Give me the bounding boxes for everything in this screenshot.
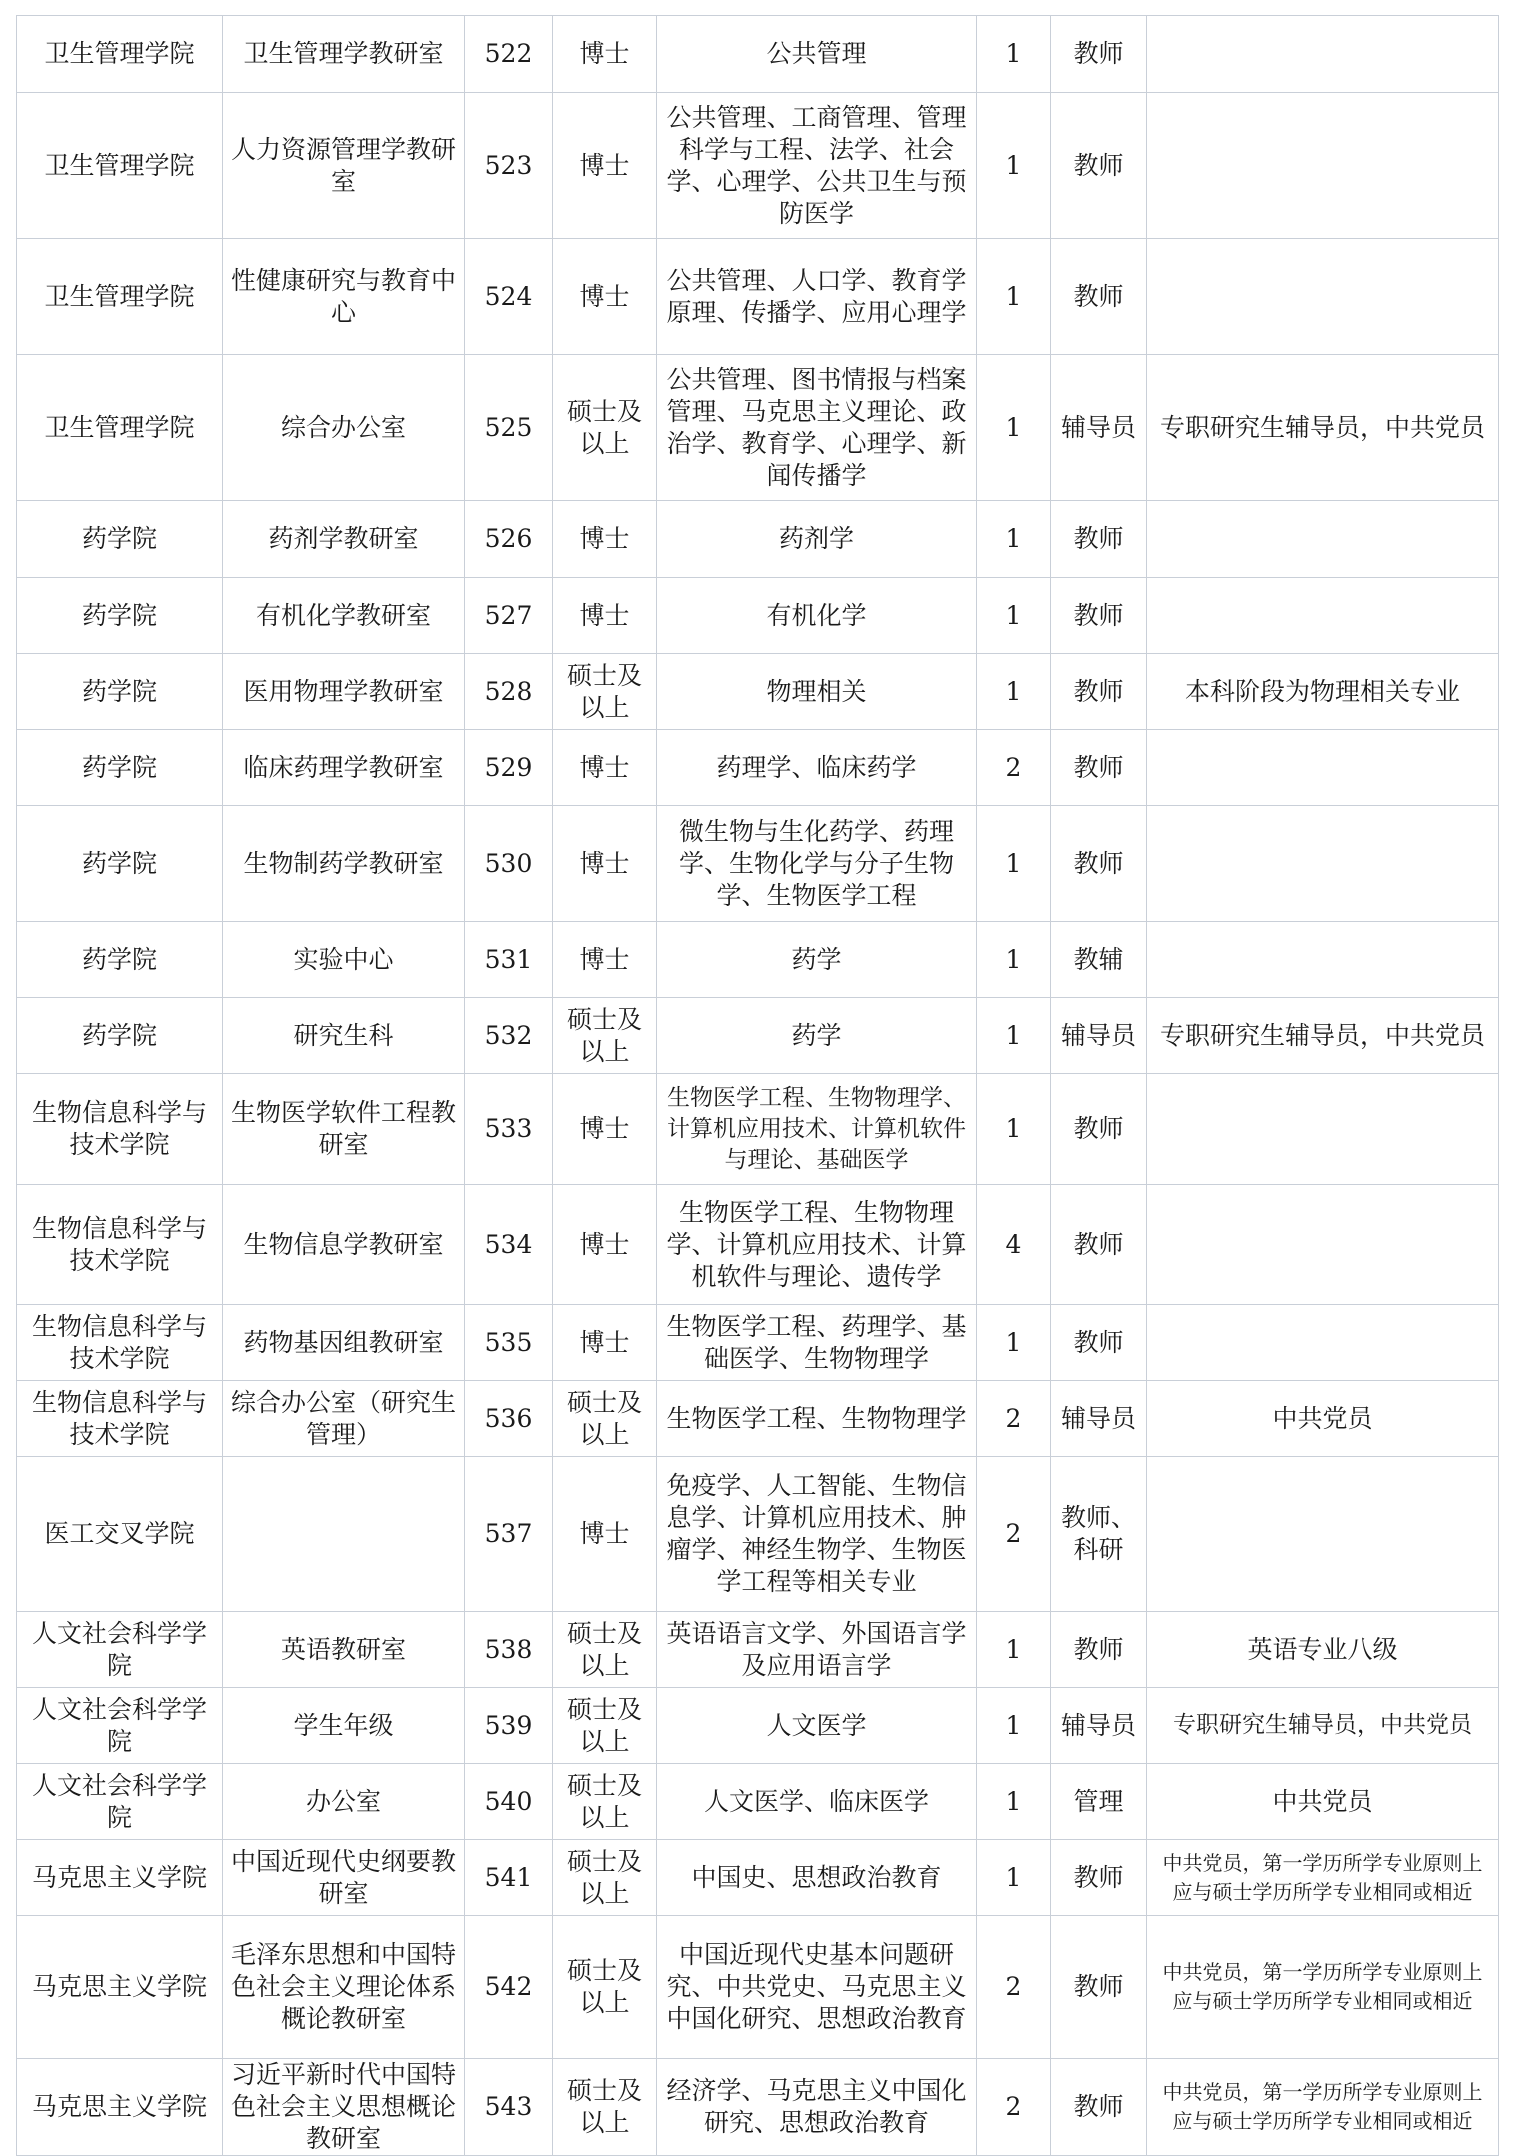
table-row: [17, 1074, 1499, 1185]
college-cell: 马克思主义学院: [17, 1840, 223, 1916]
notes-cell: 本科阶段为物理相关专业: [1147, 654, 1499, 730]
position-category-cell: 辅导员: [1051, 355, 1147, 501]
table-row: [17, 1764, 1499, 1840]
headcount-cell: 1: [977, 654, 1051, 730]
major-cell: 药剂学: [657, 501, 977, 578]
department-cell: 医用物理学教研室: [223, 654, 465, 730]
position-code-cell: 537: [465, 1457, 553, 1612]
degree-cell: 博士: [553, 1305, 657, 1381]
headcount-cell: 1: [977, 578, 1051, 654]
degree-cell: 博士: [553, 1185, 657, 1305]
notes-cell: [1147, 1185, 1499, 1305]
table-row: [17, 1457, 1499, 1612]
major-cell: 生物医学工程、生物物理学、计算机应用技术、计算机软件与理论、基础医学: [657, 1074, 977, 1185]
position-category-cell: 辅导员: [1051, 1688, 1147, 1764]
department-cell: 药物基因组教研室: [223, 1305, 465, 1381]
headcount-cell: 2: [977, 730, 1051, 806]
major-cell: 生物医学工程、生物物理学、计算机应用技术、计算机软件与理论、遗传学: [657, 1185, 977, 1305]
notes-cell: [1147, 730, 1499, 806]
table-row: [17, 806, 1499, 922]
major-cell: 公共管理、图书情报与档案管理、马克思主义理论、政治学、教育学、心理学、新闻传播学: [657, 355, 977, 501]
position-category-cell: 教师: [1051, 1305, 1147, 1381]
degree-cell: 博士: [553, 806, 657, 922]
position-code-cell: 530: [465, 806, 553, 922]
notes-cell: 专职研究生辅导员，中共党员: [1147, 1688, 1499, 1764]
headcount-cell: 1: [977, 1764, 1051, 1840]
college-cell: 药学院: [17, 501, 223, 578]
college-cell: 生物信息科学与技术学院: [17, 1381, 223, 1457]
notes-cell: [1147, 501, 1499, 578]
college-cell: 马克思主义学院: [17, 1916, 223, 2059]
position-code-cell: 539: [465, 1688, 553, 1764]
degree-cell: 博士: [553, 730, 657, 806]
department-cell: 卫生管理学教研室: [223, 16, 465, 93]
headcount-cell: 1: [977, 501, 1051, 578]
headcount-cell: 1: [977, 239, 1051, 355]
college-cell: 药学院: [17, 730, 223, 806]
table-row: [17, 93, 1499, 239]
position-category-cell: 教师: [1051, 2059, 1147, 2156]
department-cell: 生物信息学教研室: [223, 1185, 465, 1305]
notes-cell: 中共党员，第一学历所学专业原则上应与硕士学历所学专业相同或相近: [1147, 1840, 1499, 1916]
position-code-cell: 542: [465, 1916, 553, 2059]
notes-cell: [1147, 93, 1499, 239]
major-cell: 公共管理、工商管理、管理科学与工程、法学、社会学、心理学、公共卫生与预防医学: [657, 93, 977, 239]
notes-cell: [1147, 922, 1499, 998]
notes-cell: 英语专业八级: [1147, 1612, 1499, 1688]
headcount-cell: 2: [977, 2059, 1051, 2156]
position-category-cell: 教师: [1051, 239, 1147, 355]
department-cell: 综合办公室（研究生管理）: [223, 1381, 465, 1457]
position-code-cell: 541: [465, 1840, 553, 1916]
major-cell: 英语语言文学、外国语言学及应用语言学: [657, 1612, 977, 1688]
department-cell: 毛泽东思想和中国特色社会主义理论体系概论教研室: [223, 1916, 465, 2059]
headcount-cell: 1: [977, 93, 1051, 239]
major-cell: 药理学、临床药学: [657, 730, 977, 806]
major-cell: 公共管理、人口学、教育学原理、传播学、应用心理学: [657, 239, 977, 355]
department-cell: 临床药理学教研室: [223, 730, 465, 806]
position-code-cell: 527: [465, 578, 553, 654]
notes-cell: [1147, 1457, 1499, 1612]
degree-cell: 硕士及以上: [553, 1612, 657, 1688]
notes-cell: [1147, 16, 1499, 93]
position-code-cell: 526: [465, 501, 553, 578]
department-cell: 办公室: [223, 1764, 465, 1840]
notes-cell: [1147, 239, 1499, 355]
department-cell: 学生年级: [223, 1688, 465, 1764]
position-code-cell: 528: [465, 654, 553, 730]
major-cell: 生物医学工程、药理学、基础医学、生物物理学: [657, 1305, 977, 1381]
notes-cell: 专职研究生辅导员，中共党员: [1147, 998, 1499, 1074]
position-code-cell: 523: [465, 93, 553, 239]
table-row: [17, 1185, 1499, 1305]
college-cell: 药学院: [17, 578, 223, 654]
degree-cell: 硕士及以上: [553, 654, 657, 730]
headcount-cell: 1: [977, 1305, 1051, 1381]
college-cell: 生物信息科学与技术学院: [17, 1185, 223, 1305]
position-code-cell: 531: [465, 922, 553, 998]
headcount-cell: 2: [977, 1381, 1051, 1457]
position-code-cell: 536: [465, 1381, 553, 1457]
table-row: [17, 1305, 1499, 1381]
position-category-cell: 管理: [1051, 1764, 1147, 1840]
headcount-cell: 1: [977, 1688, 1051, 1764]
position-code-cell: 535: [465, 1305, 553, 1381]
college-cell: 医工交叉学院: [17, 1457, 223, 1612]
table-row: [17, 998, 1499, 1074]
degree-cell: 硕士及以上: [553, 1916, 657, 2059]
major-cell: 药学: [657, 998, 977, 1074]
position-category-cell: 教师: [1051, 93, 1147, 239]
major-cell: 公共管理: [657, 16, 977, 93]
department-cell: 人力资源管理学教研室: [223, 93, 465, 239]
table-row: [17, 1840, 1499, 1916]
college-cell: 卫生管理学院: [17, 93, 223, 239]
position-category-cell: 教师、科研: [1051, 1457, 1147, 1612]
notes-cell: 中共党员: [1147, 1764, 1499, 1840]
position-category-cell: 教师: [1051, 501, 1147, 578]
table-row: [17, 239, 1499, 355]
college-cell: 人文社会科学学院: [17, 1764, 223, 1840]
position-code-cell: 538: [465, 1612, 553, 1688]
degree-cell: 博士: [553, 239, 657, 355]
position-category-cell: 教师: [1051, 578, 1147, 654]
position-category-cell: 教师: [1051, 806, 1147, 922]
headcount-cell: 1: [977, 1612, 1051, 1688]
position-category-cell: 辅导员: [1051, 1381, 1147, 1457]
degree-cell: 博士: [553, 578, 657, 654]
position-code-cell: 524: [465, 239, 553, 355]
department-cell: 生物制药学教研室: [223, 806, 465, 922]
degree-cell: 博士: [553, 1074, 657, 1185]
department-cell: 研究生科: [223, 998, 465, 1074]
table-row: [17, 1688, 1499, 1764]
major-cell: 人文医学: [657, 1688, 977, 1764]
position-category-cell: 辅导员: [1051, 998, 1147, 1074]
position-code-cell: 543: [465, 2059, 553, 2156]
major-cell: 微生物与生化药学、药理学、生物化学与分子生物学、生物医学工程: [657, 806, 977, 922]
major-cell: 免疫学、人工智能、生物信息学、计算机应用技术、肿瘤学、神经生物学、生物医学工程等相关专业: [657, 1457, 977, 1612]
degree-cell: 硕士及以上: [553, 1764, 657, 1840]
degree-cell: 硕士及以上: [553, 355, 657, 501]
position-category-cell: 教师: [1051, 1185, 1147, 1305]
headcount-cell: 1: [977, 998, 1051, 1074]
position-category-cell: 教师: [1051, 654, 1147, 730]
major-cell: 中国近现代史基本问题研究、中共党史、马克思主义中国化研究、思想政治教育: [657, 1916, 977, 2059]
position-category-cell: 教辅: [1051, 922, 1147, 998]
major-cell: 人文医学、临床医学: [657, 1764, 977, 1840]
notes-cell: 中共党员: [1147, 1381, 1499, 1457]
headcount-cell: 2: [977, 1457, 1051, 1612]
department-cell: 英语教研室: [223, 1612, 465, 1688]
table-row: [17, 922, 1499, 998]
college-cell: 生物信息科学与技术学院: [17, 1305, 223, 1381]
position-code-cell: 525: [465, 355, 553, 501]
degree-cell: 硕士及以上: [553, 1688, 657, 1764]
table-row: [17, 654, 1499, 730]
degree-cell: 硕士及以上: [553, 1381, 657, 1457]
table-row: [17, 1916, 1499, 2059]
position-category-cell: 教师: [1051, 1840, 1147, 1916]
notes-cell: 中共党员，第一学历所学专业原则上应与硕士学历所学专业相同或相近: [1147, 1916, 1499, 2059]
position-code-cell: 522: [465, 16, 553, 93]
department-cell: 药剂学教研室: [223, 501, 465, 578]
table-body: [17, 16, 1499, 2156]
degree-cell: 硕士及以上: [553, 1840, 657, 1916]
major-cell: 经济学、马克思主义中国化研究、思想政治教育: [657, 2059, 977, 2156]
department-cell: 性健康研究与教育中心: [223, 239, 465, 355]
position-code-cell: 532: [465, 998, 553, 1074]
degree-cell: 硕士及以上: [553, 2059, 657, 2156]
college-cell: 马克思主义学院: [17, 2059, 223, 2156]
notes-cell: 专职研究生辅导员，中共党员: [1147, 355, 1499, 501]
major-cell: 生物医学工程、生物物理学: [657, 1381, 977, 1457]
major-cell: 中国史、思想政治教育: [657, 1840, 977, 1916]
degree-cell: 硕士及以上: [553, 998, 657, 1074]
headcount-cell: 1: [977, 16, 1051, 93]
position-code-cell: 533: [465, 1074, 553, 1185]
position-category-cell: 教师: [1051, 1074, 1147, 1185]
table-row: [17, 1381, 1499, 1457]
college-cell: 卫生管理学院: [17, 16, 223, 93]
position-code-cell: 529: [465, 730, 553, 806]
department-cell: 生物医学软件工程教研室: [223, 1074, 465, 1185]
college-cell: 卫生管理学院: [17, 355, 223, 501]
recruitment-table-sheet: [16, 15, 1498, 2156]
major-cell: 药学: [657, 922, 977, 998]
headcount-cell: 1: [977, 922, 1051, 998]
degree-cell: 博士: [553, 93, 657, 239]
college-cell: 药学院: [17, 922, 223, 998]
degree-cell: 博士: [553, 922, 657, 998]
headcount-cell: 2: [977, 1916, 1051, 2059]
recruitment-table: [16, 15, 1499, 2156]
table-row: [17, 16, 1499, 93]
position-code-cell: 540: [465, 1764, 553, 1840]
headcount-cell: 1: [977, 1074, 1051, 1185]
major-cell: 有机化学: [657, 578, 977, 654]
position-category-cell: 教师: [1051, 16, 1147, 93]
college-cell: 人文社会科学学院: [17, 1612, 223, 1688]
position-category-cell: 教师: [1051, 1916, 1147, 2059]
college-cell: 卫生管理学院: [17, 239, 223, 355]
department-cell: 有机化学教研室: [223, 578, 465, 654]
notes-cell: [1147, 806, 1499, 922]
major-cell: 物理相关: [657, 654, 977, 730]
college-cell: 人文社会科学学院: [17, 1688, 223, 1764]
headcount-cell: 1: [977, 806, 1051, 922]
headcount-cell: 4: [977, 1185, 1051, 1305]
department-cell: 实验中心: [223, 922, 465, 998]
department-cell: 综合办公室: [223, 355, 465, 501]
table-row: [17, 578, 1499, 654]
department-cell: [223, 1457, 465, 1612]
table-row: [17, 1612, 1499, 1688]
college-cell: 药学院: [17, 654, 223, 730]
table-row: [17, 730, 1499, 806]
position-category-cell: 教师: [1051, 1612, 1147, 1688]
department-cell: 习近平新时代中国特色社会主义思想概论教研室: [223, 2059, 465, 2156]
department-cell: 中国近现代史纲要教研室: [223, 1840, 465, 1916]
college-cell: 药学院: [17, 998, 223, 1074]
headcount-cell: 1: [977, 1840, 1051, 1916]
degree-cell: 博士: [553, 1457, 657, 1612]
degree-cell: 博士: [553, 16, 657, 93]
table-row: [17, 501, 1499, 578]
position-category-cell: 教师: [1051, 730, 1147, 806]
table-row: [17, 355, 1499, 501]
notes-cell: 中共党员，第一学历所学专业原则上应与硕士学历所学专业相同或相近: [1147, 2059, 1499, 2156]
notes-cell: [1147, 1074, 1499, 1185]
notes-cell: [1147, 1305, 1499, 1381]
degree-cell: 博士: [553, 501, 657, 578]
college-cell: 药学院: [17, 806, 223, 922]
headcount-cell: 1: [977, 355, 1051, 501]
table-row: [17, 2059, 1499, 2156]
notes-cell: [1147, 578, 1499, 654]
college-cell: 生物信息科学与技术学院: [17, 1074, 223, 1185]
position-code-cell: 534: [465, 1185, 553, 1305]
